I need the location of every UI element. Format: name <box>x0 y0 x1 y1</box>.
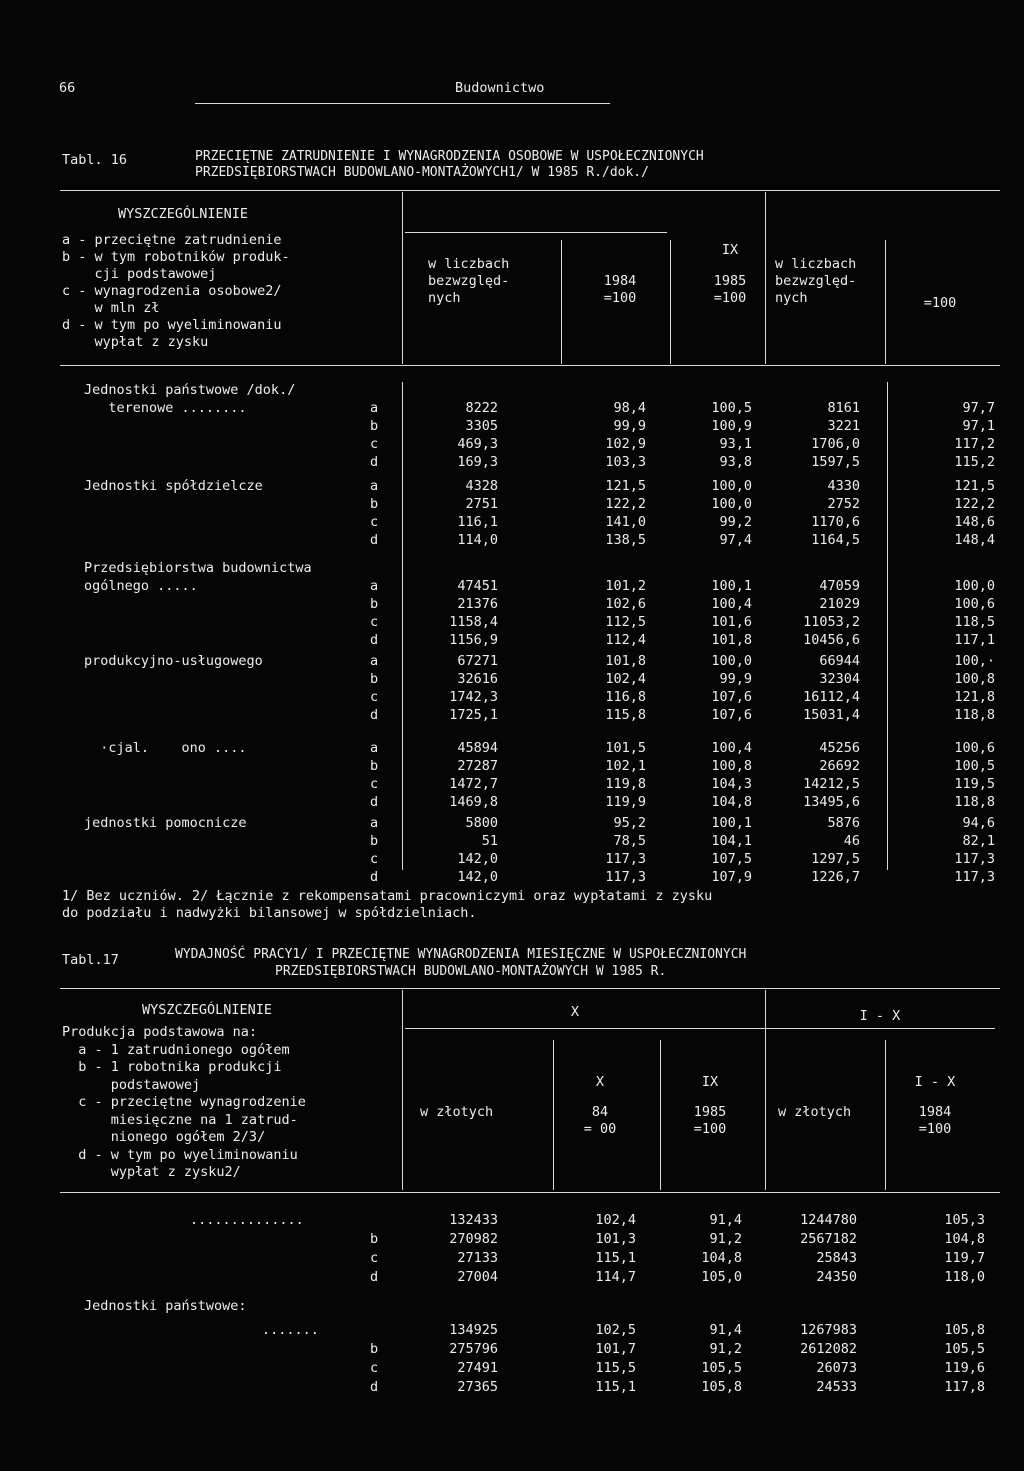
table16-cell: 104,8 <box>711 794 752 810</box>
table16-row-letter: d <box>370 454 379 470</box>
table16-cell: 1170,6 <box>811 514 860 530</box>
table16-cell: 8222 <box>465 400 498 416</box>
table17-cell: 27365 <box>457 1379 498 1395</box>
table16-cell: 104,3 <box>711 776 752 792</box>
table17-cell: 91,2 <box>709 1231 742 1247</box>
table17-col3-l1: 1985 <box>693 1104 727 1120</box>
table17-cell: 25843 <box>816 1250 857 1266</box>
table16-row-letter: b <box>370 758 379 774</box>
table16-cell: 98,4 <box>613 400 646 416</box>
table16-cell: 1472,7 <box>449 776 498 792</box>
table16-header-bottom-rule <box>60 365 1000 366</box>
table17-col5-l2: =100 <box>918 1121 952 1137</box>
table16-stub-line: w mln zł <box>62 300 160 316</box>
table16-cell: 114,0 <box>457 532 498 548</box>
table16-footnote-line2: do podziału i nadwyżki bilansowej w spółdzielniach. <box>62 905 477 921</box>
table17-stub-title: WYSZCZEGÓLNIENIE <box>142 1002 273 1018</box>
table16-cell: 102,6 <box>605 596 646 612</box>
table16-col3-l2: =100 <box>713 290 747 306</box>
table17-cell: 270982 <box>449 1231 498 1247</box>
table16-cell: 117,3 <box>605 869 646 885</box>
table16-cell: 138,5 <box>605 532 646 548</box>
table17-cell: 105,8 <box>701 1379 742 1395</box>
table17-stub-line: podstawowej <box>62 1076 201 1093</box>
table17-col5-l1: 1984 <box>918 1104 952 1120</box>
table16-cell: 94,6 <box>962 815 995 831</box>
table16-title-line1: PRZECIĘTNE ZATRUDNIENIE I WYNAGRODZENIA OSOBOWE W USPOŁECZNIONYCH <box>195 149 704 164</box>
table16-cell: 469,3 <box>457 436 498 452</box>
table17-col5-top: I - X <box>914 1074 956 1090</box>
table16-cell: 67271 <box>457 653 498 669</box>
table17-cell: 24533 <box>816 1379 857 1395</box>
table16-cell: 115,8 <box>605 707 646 723</box>
table17-row-letter: c <box>370 1360 379 1376</box>
table16-cell: 99,9 <box>613 418 646 434</box>
table16-cell: 121,5 <box>605 478 646 494</box>
table16-cell: 3221 <box>827 418 860 434</box>
table17-cell: 117,8 <box>944 1379 985 1395</box>
table17-cell: 105,3 <box>944 1212 985 1228</box>
table16-stub-line: c - wynagrodzenia osobowe2/ <box>62 283 282 299</box>
table16-cell: 3305 <box>465 418 498 434</box>
table16-cell: 1297,5 <box>811 851 860 867</box>
table16-cell: 46 <box>843 833 860 849</box>
table17-group2-dots: ....... <box>262 1322 319 1338</box>
table16-cell: 10456,6 <box>803 632 860 648</box>
table16-cell: 78,5 <box>613 833 646 849</box>
table16-cell: 97,4 <box>719 532 752 548</box>
table16-stub-title: WYSZCZEGÓLNIENIE <box>118 206 249 222</box>
table17-row-letter: d <box>370 1379 379 1395</box>
table16-title-line2: PRZEDSIĘBIORSTWACH BUDOWLANO-MONTAŻOWYCH1/ W 1985 R./dok./ <box>195 165 649 180</box>
table16-row-letter: b <box>370 833 379 849</box>
header-rule <box>195 103 610 104</box>
table17-cell: 24350 <box>816 1269 857 1285</box>
table16-cell: 118,8 <box>954 794 995 810</box>
table16-cell: 5800 <box>465 815 498 831</box>
table17-row-letter: c <box>370 1250 379 1266</box>
table17-cell: 115,5 <box>595 1360 636 1376</box>
table17-span-x: X <box>570 1004 580 1020</box>
table17-cell: 119,7 <box>944 1250 985 1266</box>
table16-cell: 116,1 <box>457 514 498 530</box>
table16-col4-l1: w liczbach <box>775 256 857 272</box>
table17-cell: 91,4 <box>709 1212 742 1228</box>
table16-mid-divider <box>765 192 766 364</box>
table16-cell: 141,0 <box>605 514 646 530</box>
table16-cell: 99,9 <box>719 671 752 687</box>
table16-cell: 2752 <box>827 496 860 512</box>
table17-col1: w złotych <box>420 1104 494 1120</box>
table17-cell: 118,0 <box>944 1269 985 1285</box>
table17-stub-line: miesięczne na 1 zatrud- <box>62 1111 298 1128</box>
table17-cell: 1267983 <box>800 1322 857 1338</box>
table17-cell: 275796 <box>449 1341 498 1357</box>
table16-group-label: ogólnego ..... <box>84 578 198 594</box>
table16-cell: 32616 <box>457 671 498 687</box>
table16-cell: 119,9 <box>605 794 646 810</box>
table16-cell: 102,1 <box>605 758 646 774</box>
table17-cell: 1244780 <box>800 1212 857 1228</box>
table16-col4-l2: bezwzględ- <box>775 273 857 289</box>
table17-cell: 27133 <box>457 1250 498 1266</box>
table16-cell: 93,1 <box>719 436 752 452</box>
table16-cell: 122,2 <box>605 496 646 512</box>
table16-cell: 117,3 <box>605 851 646 867</box>
table16-row-letter: d <box>370 532 379 548</box>
table17-cell: 132433 <box>449 1212 498 1228</box>
table16-cell: 8161 <box>827 400 860 416</box>
table16-row-letter: a <box>370 815 379 831</box>
table16-cell: 103,3 <box>605 454 646 470</box>
table17-cell: 27491 <box>457 1360 498 1376</box>
table16-row-letter: a <box>370 653 379 669</box>
table16-group-label: Jednostki spółdzielcze <box>84 478 263 494</box>
table17-stub-line: b - 1 robotnika produkcji <box>62 1059 282 1075</box>
table16-cell: 101,2 <box>605 578 646 594</box>
table17-cell: 2612082 <box>800 1341 857 1357</box>
table16-cell: 51 <box>481 833 498 849</box>
table16-row-letter: c <box>370 514 379 530</box>
table16-cell: 100,6 <box>954 740 995 756</box>
table17-cell: 105,8 <box>944 1322 985 1338</box>
table16-cell: 1156,9 <box>449 632 498 648</box>
table16-cell: 117,3 <box>954 851 995 867</box>
table16-stub-line: d - w tym po wyeliminowaniu <box>62 317 282 333</box>
table16-cell: 1158,4 <box>449 614 498 630</box>
table16-cell: 121,5 <box>954 478 995 494</box>
table16-group-label: Jednostki państwowe /dok./ <box>84 382 296 398</box>
table16-cell: 142,0 <box>457 851 498 867</box>
table16-row-letter: a <box>370 478 379 494</box>
table17-col2-top: X <box>595 1074 605 1090</box>
table16-cell: 100,6 <box>954 596 995 612</box>
table17-cell: 134925 <box>449 1322 498 1338</box>
table16-cell: 1725,1 <box>449 707 498 723</box>
table17-stub-line: c - przeciętne wynagrodzenie <box>62 1094 306 1110</box>
table16-cell: 100,5 <box>711 400 752 416</box>
table16-row-letter: c <box>370 851 379 867</box>
table16-stub-line: cji podstawowej <box>62 266 217 282</box>
table17-cell: 104,8 <box>701 1250 742 1266</box>
table16-cell: 4330 <box>827 478 860 494</box>
table16-cell: 1742,3 <box>449 689 498 705</box>
table17-stub-line: a - 1 zatrudnionego ogółem <box>62 1041 290 1058</box>
table16-group-label: terenowe ........ <box>84 400 247 416</box>
table16-cell: 45256 <box>819 740 860 756</box>
table16-group-label: jednostki pomocnicze <box>84 815 247 831</box>
table17-cell: 114,7 <box>595 1269 636 1285</box>
table16-row-letter: b <box>370 418 379 434</box>
table16-cell: 100,· <box>954 653 995 669</box>
table16-row-letter: d <box>370 869 379 885</box>
table16-cell: 142,0 <box>457 869 498 885</box>
table17-cell: 115,1 <box>595 1250 636 1266</box>
page-number: 66 <box>59 80 76 96</box>
table16-col3-top: IX <box>721 242 739 258</box>
table17-title-line1: WYDAJNOŚĆ PRACY1/ I PRZECIĘTNE WYNAGRODZENIA MIESIĘCZNE W USPOŁECZNIONYCH <box>175 947 747 962</box>
table17-stub-line: wypłat z zysku2/ <box>62 1164 241 1180</box>
table16-row-letter: c <box>370 436 379 452</box>
table16-cell: 11053,2 <box>803 614 860 630</box>
table16-cell: 112,5 <box>605 614 646 630</box>
table16-cell: 16112,4 <box>803 689 860 705</box>
table16-cell: 47059 <box>819 578 860 594</box>
table16-row-letter: b <box>370 496 379 512</box>
table17-cell: 102,5 <box>595 1322 636 1338</box>
table16-cell: 100,4 <box>711 740 752 756</box>
table16-group-label: produkcyjno-usługowego <box>84 653 263 669</box>
table16-cell: 1164,5 <box>811 532 860 548</box>
table16-cell: 118,5 <box>954 614 995 630</box>
table16-cell: 45894 <box>457 740 498 756</box>
table16-cell: 100,0 <box>711 496 752 512</box>
table17-cell: 91,2 <box>709 1341 742 1357</box>
table17-cell: 2567182 <box>800 1231 857 1247</box>
table16-cell: 95,2 <box>613 815 646 831</box>
table16-cell: 99,2 <box>719 514 752 530</box>
table16-cell: 4328 <box>465 478 498 494</box>
table16-cell: 104,1 <box>711 833 752 849</box>
table16-cell: 100,4 <box>711 596 752 612</box>
table16-group-label: ·cjal. ono .... <box>84 740 247 756</box>
table16-cell: 107,9 <box>711 869 752 885</box>
table16-label: Tabl. 16 <box>62 152 128 168</box>
table17-group2-label: Jednostki państwowe: <box>84 1298 247 1314</box>
table17-cell: 101,3 <box>595 1231 636 1247</box>
table16-cell: 100,5 <box>954 758 995 774</box>
table16-cell: 1469,8 <box>449 794 498 810</box>
table16-cell: 100,0 <box>711 478 752 494</box>
table16-cell: 27287 <box>457 758 498 774</box>
table16-top-rule <box>60 190 1000 191</box>
table16-cell: 100,1 <box>711 815 752 831</box>
table16-cell: 100,8 <box>954 671 995 687</box>
table16-cell: 15031,4 <box>803 707 860 723</box>
table17-top-rule <box>60 988 1000 989</box>
table16-group-label: Przedsiębiorstwa budownictwa <box>84 560 312 576</box>
table16-cell: 107,6 <box>711 707 752 723</box>
table17-stub-line: d - w tym po wyeliminowaniu <box>62 1146 298 1163</box>
table16-subhead-rule <box>405 232 667 233</box>
table16-cell: 116,8 <box>605 689 646 705</box>
table16-cell: 102,4 <box>605 671 646 687</box>
table16-cell: 121,8 <box>954 689 995 705</box>
table16-cell: 100,8 <box>711 758 752 774</box>
table16-row-letter: a <box>370 740 379 756</box>
table17-header-bottom-rule <box>60 1192 1000 1193</box>
table16-cell: 21029 <box>819 596 860 612</box>
table16-col1-l3: nych <box>428 290 461 306</box>
table17-stub-line: Produkcja podstawowa na: <box>62 1024 258 1040</box>
table17-cell: 115,1 <box>595 1379 636 1395</box>
table16-row-letter: b <box>370 671 379 687</box>
table16-cell: 119,8 <box>605 776 646 792</box>
table16-cell: 100,0 <box>711 653 752 669</box>
table16-row-letter: c <box>370 776 379 792</box>
table16-row-letter: c <box>370 614 379 630</box>
running-head: Budownictwo <box>455 80 545 96</box>
table16-cell: 47451 <box>457 578 498 594</box>
table16-cell: 112,4 <box>605 632 646 648</box>
table17-row-letter: b <box>370 1341 379 1357</box>
table16-cell: 102,9 <box>605 436 646 452</box>
table16-cell: 97,7 <box>962 400 995 416</box>
table17-mid-divider <box>765 990 766 1190</box>
table17-cell: 105,5 <box>944 1341 985 1357</box>
table16-cell: 101,5 <box>605 740 646 756</box>
table17-col3-top: IX <box>701 1074 719 1090</box>
table16-cell: 13495,6 <box>803 794 860 810</box>
table16-cell: 100,0 <box>954 578 995 594</box>
table16-row-letter: b <box>370 596 379 612</box>
table16-cell: 101,8 <box>605 653 646 669</box>
table16-cell: 101,6 <box>711 614 752 630</box>
table16-cell: 100,1 <box>711 578 752 594</box>
table16-stub-divider <box>402 192 403 364</box>
table17-cell: 105,0 <box>701 1269 742 1285</box>
table16-row-letter: a <box>370 578 379 594</box>
table16-cell: 1706,0 <box>811 436 860 452</box>
table16-footnote-line1: 1/ Bez uczniów. 2/ Łącznie z rekompensatami pracowniczymi oraz wypłatami z zysku <box>62 888 713 904</box>
table17-cell: 104,8 <box>944 1231 985 1247</box>
table16-col1-l1: w liczbach <box>428 256 510 272</box>
table17-col4: w złotych <box>778 1104 852 1120</box>
table17-cell: 27004 <box>457 1269 498 1285</box>
table17-cell: 105,5 <box>701 1360 742 1376</box>
table16-cell: 14212,5 <box>803 776 860 792</box>
table16-cell: 122,2 <box>954 496 995 512</box>
table16-cell: 107,6 <box>711 689 752 705</box>
table16-cell: 101,8 <box>711 632 752 648</box>
table16-cell: 1226,7 <box>811 869 860 885</box>
table16-cell: 1597,5 <box>811 454 860 470</box>
table16-stub-line: a - przeciętne zatrudnienie <box>62 232 282 248</box>
table16-cell: 119,5 <box>954 776 995 792</box>
table16-cell: 118,8 <box>954 707 995 723</box>
table16-cell: 148,6 <box>954 514 995 530</box>
table17-cell: 26073 <box>816 1360 857 1376</box>
table16-stub-line: b - w tym robotników produk- <box>62 249 290 265</box>
table16-row-letter: d <box>370 632 379 648</box>
table16-stub-line: wypłat z zysku <box>62 334 209 350</box>
table16-cell: 32304 <box>819 671 860 687</box>
table16-cell: 115,2 <box>954 454 995 470</box>
table16-cell: 97,1 <box>962 418 995 434</box>
table17-group1-dots: .............. <box>190 1212 304 1228</box>
table17-stub-line: nionego ogółem 2/3/ <box>62 1129 266 1145</box>
table16-cell: 26692 <box>819 758 860 774</box>
table16-cell: 93,8 <box>719 454 752 470</box>
table16-cell: 66944 <box>819 653 860 669</box>
table16-row-letter: d <box>370 794 379 810</box>
table17-cell: 102,4 <box>595 1212 636 1228</box>
table17-col2-l2: = 00 <box>583 1121 617 1137</box>
table16-row-letter: c <box>370 689 379 705</box>
table17-span-i-x: I - X <box>859 1008 901 1024</box>
table16-row-letter: d <box>370 707 379 723</box>
table16-col3-l1: 1985 <box>713 273 747 289</box>
table16-row-letter: a <box>370 400 379 416</box>
table16-col2-l1: 1984 <box>603 273 637 289</box>
table17-cell: 119,6 <box>944 1360 985 1376</box>
table16-cell: 169,3 <box>457 454 498 470</box>
table16-cell: 117,3 <box>954 869 995 885</box>
table17-cell: 101,7 <box>595 1341 636 1357</box>
table17-col3-l2: =100 <box>693 1121 727 1137</box>
table17-title-line2: PRZEDSIĘBIORSTWACH BUDOWLANO-MONTAŻOWYCH W 1985 R. <box>275 964 667 979</box>
table16-col4-l3: nych <box>775 290 808 306</box>
table16-cell: 21376 <box>457 596 498 612</box>
table17-stub-divider <box>402 990 403 1190</box>
table16-col5: =100 <box>923 295 957 311</box>
table16-cell: 107,5 <box>711 851 752 867</box>
table16-cell: 148,4 <box>954 532 995 548</box>
table16-cell: 82,1 <box>962 833 995 849</box>
table16-cell: 117,2 <box>954 436 995 452</box>
table16-cell: 2751 <box>465 496 498 512</box>
table17-cell: 91,4 <box>709 1322 742 1338</box>
table16-cell: 5876 <box>827 815 860 831</box>
table17-subhead-rule <box>405 1028 995 1029</box>
table17-row-letter: b <box>370 1231 379 1247</box>
table17-col2-l1: 84 <box>591 1104 609 1120</box>
table16-cell: 117,1 <box>954 632 995 648</box>
table17-row-letter: d <box>370 1269 379 1285</box>
table16-col2-l2: =100 <box>603 290 637 306</box>
table16-cell: 100,9 <box>711 418 752 434</box>
table16-col1-l2: bezwzględ- <box>428 273 510 289</box>
table17-label: Tabl.17 <box>62 952 119 968</box>
